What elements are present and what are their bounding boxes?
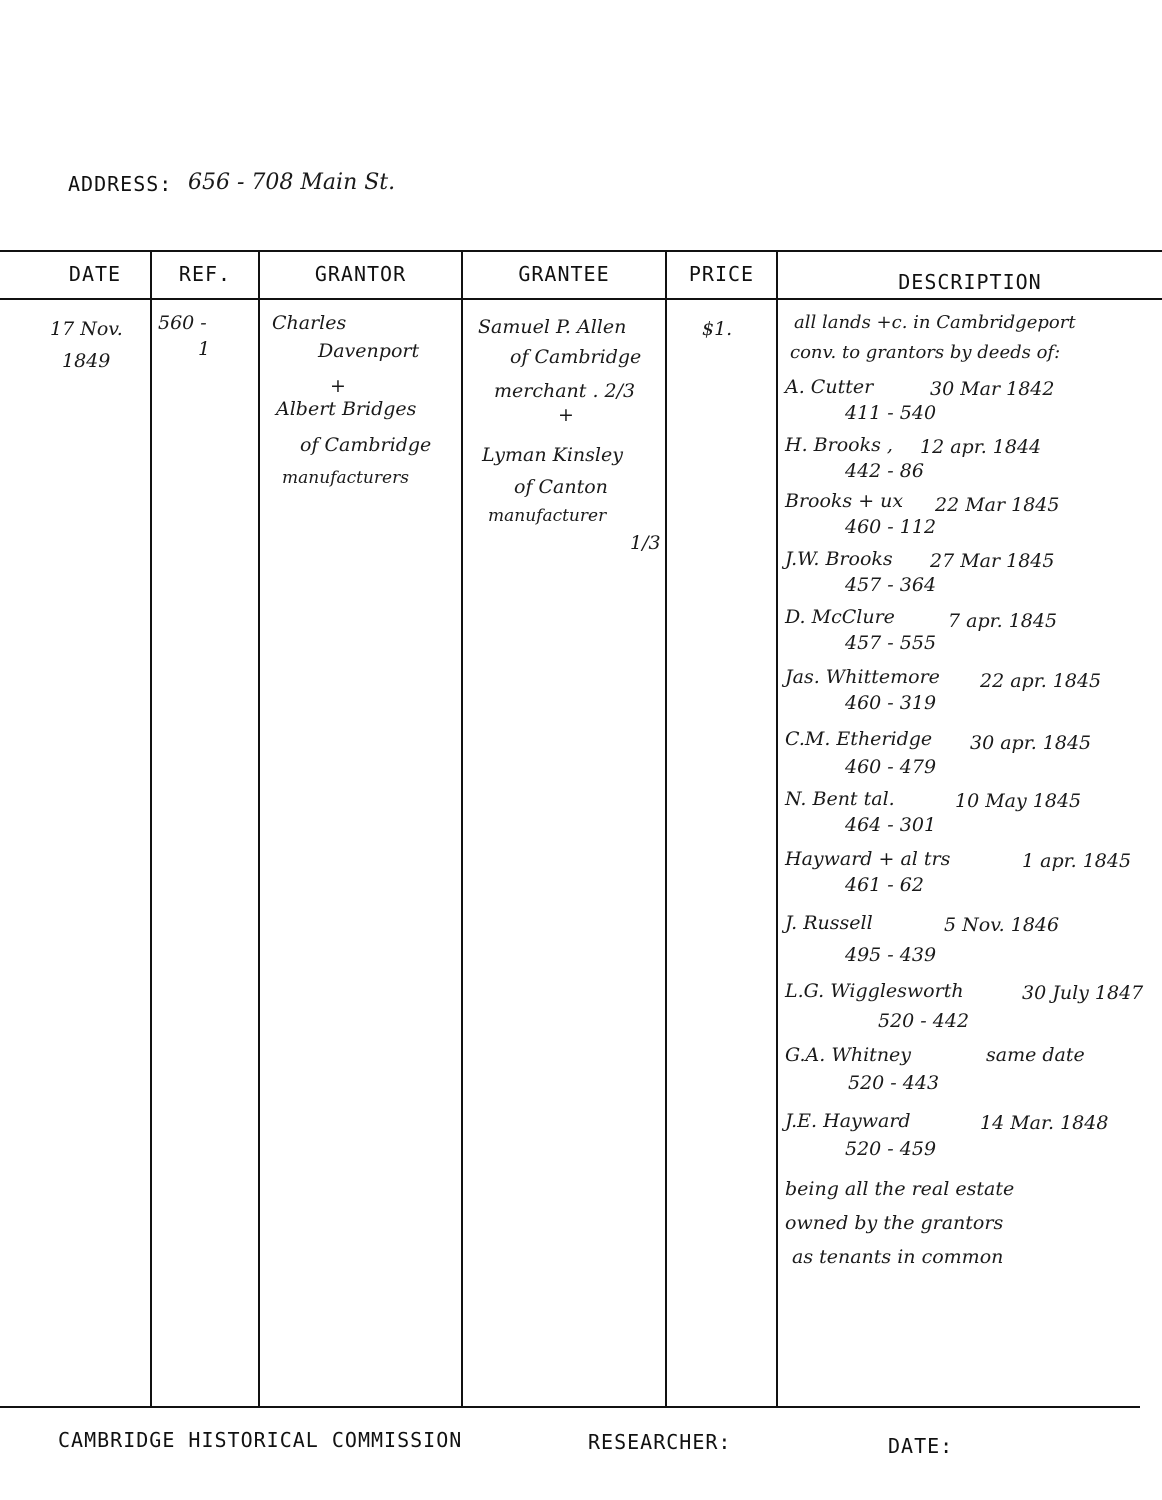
deed-5-ref: 457 - 555 <box>845 632 937 654</box>
grantee-line-1: Samuel P. Allen <box>478 316 627 338</box>
deed-1-ref: 411 - 540 <box>845 402 937 424</box>
description-outro-line-3: as tenants in common <box>792 1246 1004 1268</box>
deed-6-ref: 460 - 319 <box>845 692 937 714</box>
deed-1-name: A. Cutter <box>785 376 874 398</box>
column-divider-date <box>150 252 152 1406</box>
grantee-line-4: + <box>558 404 574 426</box>
deed-4-date: 27 Mar 1845 <box>930 550 1055 572</box>
column-header-ref: REF. <box>178 262 232 286</box>
deed-10-ref: 495 - 439 <box>845 944 937 966</box>
deed-12-date: same date <box>986 1044 1085 1066</box>
deed-4-ref: 457 - 364 <box>845 574 937 596</box>
grantor-line-4: Albert Bridges <box>276 398 417 420</box>
column-divider-grantee <box>665 252 667 1406</box>
column-divider-price <box>776 252 778 1406</box>
deed-3-name: Brooks + ux <box>785 490 904 512</box>
entry-ref-line-2: 1 <box>198 338 211 360</box>
description-intro-line-1: all lands +c. in Cambridgeport <box>794 312 1076 333</box>
footer-researcher-label: RESEARCHER: <box>588 1430 732 1454</box>
address-label: ADDRESS: <box>68 172 173 196</box>
table-header-rule <box>0 298 1162 300</box>
deed-13-date: 14 Mar. 1848 <box>980 1112 1109 1134</box>
table-bottom-rule <box>0 1406 1140 1408</box>
deed-7-date: 30 apr. 1845 <box>970 732 1092 754</box>
deed-8-date: 10 May 1845 <box>955 790 1082 812</box>
deed-11-name: L.G. Wigglesworth <box>785 980 964 1002</box>
column-divider-ref <box>258 252 260 1406</box>
column-header-grantor: GRANTOR <box>314 262 407 286</box>
grantee-line-8: 1/3 <box>630 532 661 554</box>
deed-9-name: Hayward + al trs <box>785 848 951 870</box>
deed-11-ref: 520 - 442 <box>878 1010 970 1032</box>
deed-12-ref: 520 - 443 <box>848 1072 940 1094</box>
table-top-rule <box>0 250 1162 252</box>
grantee-line-3: merchant . 2/3 <box>494 380 636 402</box>
deed-12-name: G.A. Whitney <box>785 1044 912 1066</box>
footer-date-label: DATE: <box>888 1434 954 1458</box>
deed-8-name: N. Bent tal. <box>785 788 895 810</box>
deed-9-date: 1 apr. 1845 <box>1022 850 1132 872</box>
entry-date-line-2: 1849 <box>62 350 111 372</box>
entry-price: $1. <box>702 318 733 340</box>
deed-3-ref: 460 - 112 <box>845 516 937 538</box>
grantor-line-3: + <box>330 375 346 397</box>
description-intro-line-2: conv. to grantors by deeds of: <box>790 342 1061 363</box>
deed-10-name: J. Russell <box>785 912 873 934</box>
footer-commission: CAMBRIDGE HISTORICAL COMMISSION <box>58 1428 463 1452</box>
deed-6-name: Jas. Whittemore <box>785 666 940 688</box>
deed-2-date: 12 apr. 1844 <box>920 436 1042 458</box>
grantor-line-6: manufacturers <box>282 468 409 488</box>
deed-8-ref: 464 - 301 <box>845 814 937 836</box>
address-value: 656 - 708 Main St. <box>188 170 396 195</box>
grantor-line-2: Davenport <box>318 340 420 362</box>
deed-7-ref: 460 - 479 <box>845 756 937 778</box>
deed-2-name: H. Brooks , <box>785 434 893 456</box>
column-divider-grantor <box>461 252 463 1406</box>
description-outro-line-1: being all the real estate <box>785 1178 1015 1200</box>
grantor-line-1: Charles <box>272 312 347 334</box>
column-header-description: DESCRIPTION <box>898 270 1042 294</box>
grantee-line-7: manufacturer <box>488 506 607 526</box>
entry-date-line-1: 17 Nov. <box>50 318 123 340</box>
deed-3-date: 22 Mar 1845 <box>935 494 1060 516</box>
deed-13-ref: 520 - 459 <box>845 1138 937 1160</box>
column-header-grantee: GRANTEE <box>518 262 610 286</box>
grantee-line-5: Lyman Kinsley <box>482 444 623 466</box>
deed-1-date: 30 Mar 1842 <box>930 378 1055 400</box>
grantee-line-2: of Cambridge <box>510 346 642 368</box>
deed-11-date: 30 July 1847 <box>1022 982 1144 1004</box>
deed-7-name: C.M. Etheridge <box>785 728 933 750</box>
deed-4-name: J.W. Brooks <box>785 548 893 570</box>
deed-2-ref: 442 - 86 <box>845 460 924 482</box>
grantor-line-5: of Cambridge <box>300 434 432 456</box>
column-header-date: DATE <box>68 262 122 286</box>
deed-6-date: 22 apr. 1845 <box>980 670 1102 692</box>
deed-5-name: D. McClure <box>785 606 895 628</box>
deed-5-date: 7 apr. 1845 <box>948 610 1058 632</box>
column-header-price: PRICE <box>688 262 755 286</box>
description-outro-line-2: owned by the grantors <box>785 1212 1004 1234</box>
deed-9-ref: 461 - 62 <box>845 874 924 896</box>
entry-ref-line-1: 560 - <box>158 312 207 334</box>
deed-13-name: J.E. Hayward <box>785 1110 911 1132</box>
deed-10-date: 5 Nov. 1846 <box>944 914 1060 936</box>
grantee-line-6: of Canton <box>514 476 608 498</box>
